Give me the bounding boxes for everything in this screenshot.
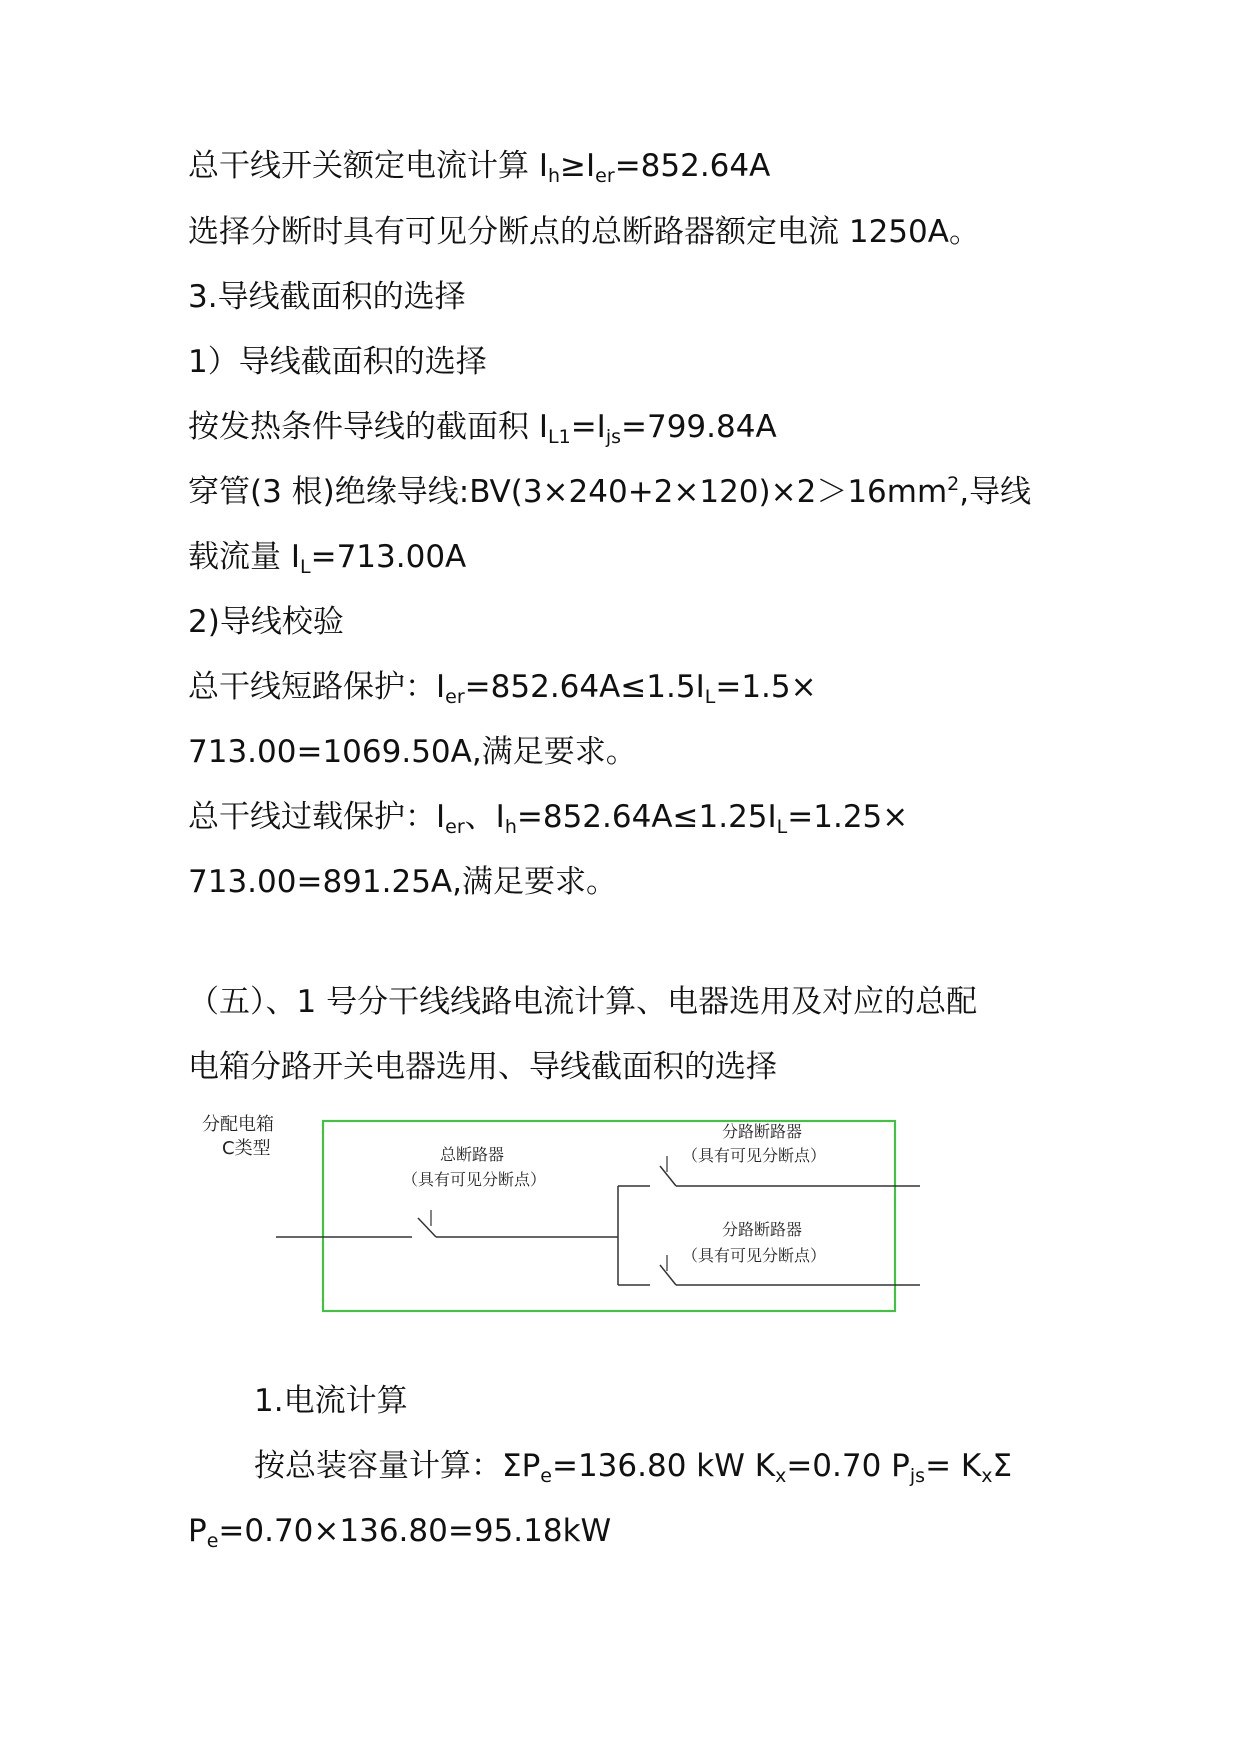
distribution-box-diagram xyxy=(190,1100,950,1330)
text-line-ampacity: 载流量 $I_L=713.00A$ xyxy=(188,539,467,578)
subsection-heading-current-calc: 1.电流计算 xyxy=(254,1383,408,1419)
subsection-heading-conductor-check: 2)导线校验 xyxy=(188,604,344,640)
section-heading-branch-line-1: （五）、1 号分干线线路电流计算、电器选用及对应的总配 xyxy=(188,984,978,1020)
text-line-total-capacity-calc: 按总装容量计算：$\Sigma P_e=136.80$ kW $K_x=0.70$ $P_{js}= K_x\Sigma$ xyxy=(254,1448,1013,1487)
branch-2-label: 分路断路器 xyxy=(722,1220,803,1239)
branch-1-breaker-blade xyxy=(660,1166,676,1186)
branch-2-note: （具有可见分断点） xyxy=(682,1246,827,1265)
text-line-pe-result: $P_e=0.70\times 136.80=95.18kW$ xyxy=(188,1513,612,1552)
text-line-conductor-spec: 穿管(3 根)绝缘导线$:BV(3\times 240+2\times 120)\times 2>16mm^2$,导线 xyxy=(188,473,1032,510)
branch-1-note: （具有可见分断点） xyxy=(682,1146,827,1165)
branch-2-breaker-blade xyxy=(660,1265,676,1285)
text-line-overload-protection: 总干线过载保护：$I_{er}$、$I_h=852.64A\le 1.25I_L=1.25\times$ xyxy=(188,799,909,838)
text-line-heating-condition: 按发热条件导线的截面积 $I_{L1}=I_{js}=799.84A$ xyxy=(188,409,777,448)
main-breaker-blade xyxy=(418,1218,436,1237)
branch-1-label: 分路断路器 xyxy=(722,1122,803,1141)
section-heading-conductor: 3.导线截面积的选择 xyxy=(188,279,466,315)
text-line-overload-result: 713.00=891.25A,满足要求。 xyxy=(188,864,617,900)
text-line-main-breaker-choice: 选择分断时具有可见分断点的总断路器额定电流 1250A。 xyxy=(188,214,980,250)
text-line-short-circuit-protection: 总干线短路保护：$I_{er}=852.64A\le 1.5I_L=1.5\times$ xyxy=(188,669,817,708)
main-breaker-note: （具有可见分断点） xyxy=(402,1170,547,1189)
section-heading-branch-line-2: 电箱分路开关电器选用、导线截面积的选择 xyxy=(188,1049,777,1085)
box-label-line-2: C类型 xyxy=(222,1138,271,1159)
text-line-main-switch-current: 总干线开关额定电流计算 $I_h\ge I_{er}=852.64A$ xyxy=(188,148,771,187)
box-label-line-1: 分配电箱 xyxy=(202,1114,274,1135)
subsection-heading-conductor-selection: 1）导线截面积的选择 xyxy=(188,344,487,380)
text-line-short-circuit-result: 713.00=1069.50A,满足要求。 xyxy=(188,734,637,770)
main-breaker-label: 总断路器 xyxy=(440,1145,505,1164)
